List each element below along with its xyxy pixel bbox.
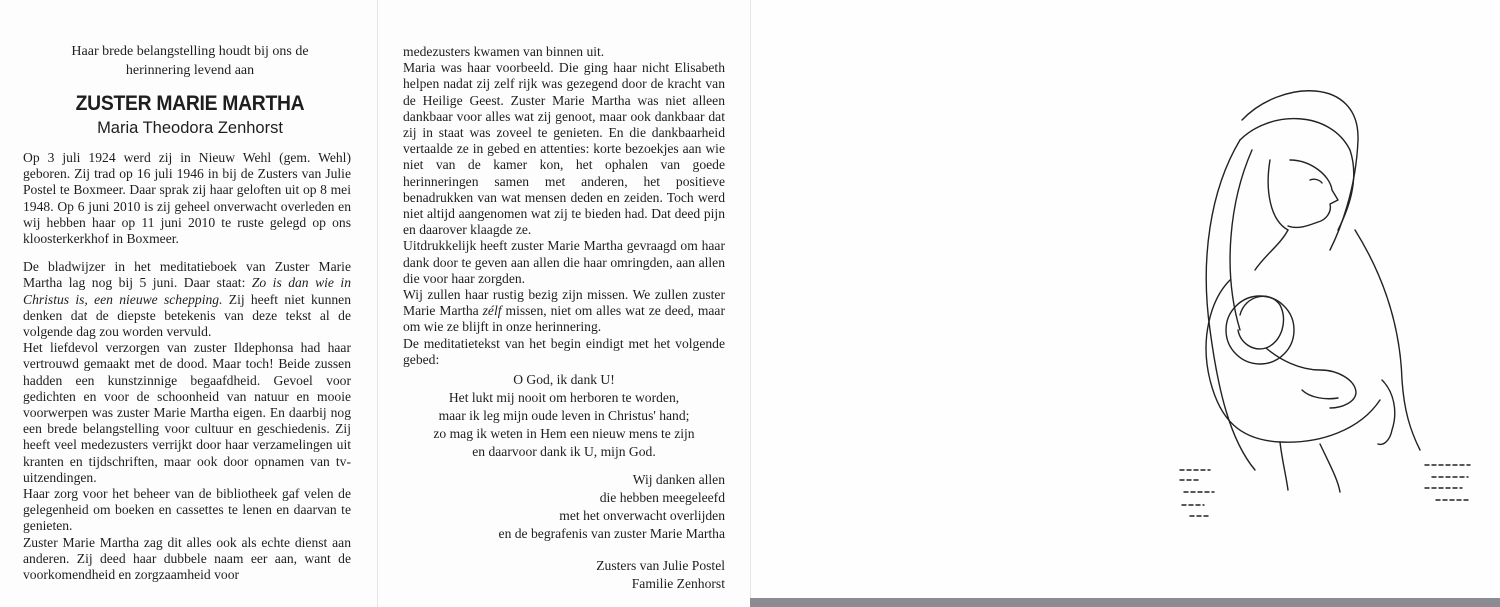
thanks-block xyxy=(403,471,725,543)
bio-paragraph-1: Op 3 juli 1924 werd zij in Nieuw Wehl (gem. Wehl) geboren. Zij trad op 16 juli 1946 in bij de Zusters van Julie Postel te Boxmeer. Daar sprak zij haar geloften uit op 8 mei 1948. Op 6 juni 2010 is zij geheel onverwacht overleden en wij hebben haar op 11 juni 2010 te ruste gelegd op ons kloosterkerkhof in Boxmeer. xyxy=(23,150,351,247)
face-profile-line xyxy=(1288,160,1338,227)
prayer-line: maar ik leg mijn oude leven in Christus' hand; xyxy=(438,408,690,424)
veil-top-line xyxy=(1240,119,1354,230)
bio-paragraph-9-emphasis: zélf xyxy=(482,303,502,319)
biography-column-right xyxy=(403,44,725,593)
fold-line-1 xyxy=(377,0,378,607)
child-arm-line xyxy=(1302,390,1338,399)
prayer-block xyxy=(403,371,725,461)
bio-paragraph-7: Maria was haar voorbeeld. Die ging haar nicht Elisabeth helpen nadat zij zelf rijk was gezegend door de kracht van de Heilige Geest. Zuster Marie Martha was niet alleen dankbaar voor alles wat zij genoot, maar ook dankbaar dat zij in staat was zoveel te genieten. En die dankbaarheid vertaalde ze in gebed en attenties: korte bezoekjes aan wie niet van de kamer kon, het ophalen van goede herinneringen samen met anderen, het positieve benadrukken van wat mensen deden en zeiden. Toch werd niet altijd aangenomen wat zij te bieden had. Dat deed pijn en daarover klaagde ze. xyxy=(403,60,725,238)
thanks-line: Wij danken allen xyxy=(632,472,725,488)
bio-paragraph-9-text-b: missen, niet om alles wat ze deed, maar om wie ze blijft in onze herinnering. xyxy=(403,303,725,335)
thanks-line: met het onverwacht overlijden xyxy=(559,508,725,524)
bio-paragraph-8: Uitdrukkelijk heeft zuster Marie Martha gevraagd om haar dank door te geven aan allen die haar omringden, aan allen die voor haar zorgden. xyxy=(403,238,725,286)
robe-fold-line-2 xyxy=(1320,444,1340,492)
intro-line-2: herinnering levend aan xyxy=(125,63,255,78)
prayer-line: en daarvoor dank ik U, mijn God. xyxy=(472,444,656,460)
neck-line xyxy=(1255,230,1288,270)
bio-paragraph-2-text-a: De bladwijzer in het meditatieboek van Zuster Marie Martha lag nog bij 5 juni. Daar staat: xyxy=(23,259,351,291)
bio-paragraph-2 xyxy=(23,259,351,340)
biography-column-left xyxy=(23,150,351,583)
veil-inner-line xyxy=(1230,150,1252,330)
mother-hand-line xyxy=(1378,380,1395,444)
hair-line xyxy=(1268,160,1288,230)
bio-paragraph-9 xyxy=(403,287,725,336)
brick-wall-right xyxy=(1425,465,1470,500)
thanks-line: die hebben meegeleefd xyxy=(599,490,725,506)
bio-paragraph-9-text-a: Wij zullen haar rustig bezig zijn missen. We zullen zuster Marie Martha xyxy=(403,287,725,319)
bio-paragraph-3: Het liefdevol verzorgen van zuster Ildephonsa had haar vertrouwd gemaakt met de dood. Maar toch! Beide zussen hadden een kunstzinnige begaafdheid. Gevoel voor gedichten en voor de schoonheid van natuur en mooie voorwerpen was zuster Marie Martha eigen. En daarbij nog een brede belangstelling voor cultuur en geschiedenis. Zij heeft veel medezusters verrijkt door haar verzamelingen uit kranten en tijdschriften, maar ook door opnamen van tv-uitzendingen. xyxy=(23,340,351,485)
intro-text xyxy=(30,42,350,80)
robe-fold-line xyxy=(1280,442,1288,490)
signature-block xyxy=(403,557,725,593)
eye-line xyxy=(1310,179,1322,183)
prayer-line: O God, ik dank U! xyxy=(513,372,615,388)
deceased-name-heading: ZUSTER MARIE MARTHA xyxy=(75,92,305,115)
child-head-line xyxy=(1238,296,1284,349)
madonna-and-child-icon xyxy=(1170,80,1480,530)
mother-arm-line xyxy=(1206,280,1380,442)
bio-paragraph-10: De meditatietekst van het begin eindigt met het volgende gebed: xyxy=(403,335,725,367)
fold-line-2 xyxy=(750,0,751,607)
child-halo xyxy=(1226,296,1294,364)
signature-line: Familie Zenhorst xyxy=(631,576,725,592)
birth-name: Maria Theodora Zenhorst xyxy=(97,119,283,137)
signature-line: Zusters van Julie Postel xyxy=(596,558,725,574)
bio-paragraph-6: medezusters kwamen van binnen uit. xyxy=(403,44,605,59)
thanks-line: en de begrafenis van zuster Marie Martha xyxy=(498,526,725,542)
bio-paragraph-2-quote: Zo is dan wie in Christus is, een nieuwe schepping. xyxy=(23,275,352,307)
child-body-line xyxy=(1266,348,1356,408)
intro-line-1: Haar brede belangstelling houdt bij ons de xyxy=(71,44,309,59)
prayer-line: Het lukt mij nooit om herboren te worden, xyxy=(448,390,680,406)
brick-wall-left xyxy=(1180,470,1214,516)
bio-paragraph-5: Zuster Marie Martha zag dit alles ook als echte dienst aan anderen. Zij deed haar dubbele naam eer aan, want de voorkomendheid en zorgzaamheid voor xyxy=(23,534,351,583)
scan-edge-bar xyxy=(750,598,1500,607)
prayer-line: zo mag ik weten in Hem een nieuw mens te zijn xyxy=(433,426,695,442)
bio-paragraph-2-text-b: Zij heeft niet kunnen denken dat de diepste betekenis van deze tekst al de volgende dag zou worden vervuld. xyxy=(23,291,351,340)
bio-paragraph-4: Haar zorg voor het beheer van de bibliotheek gaf velen de gelegenheid om boeken en cassettes te lenen en daarvan te genieten. xyxy=(23,486,351,534)
